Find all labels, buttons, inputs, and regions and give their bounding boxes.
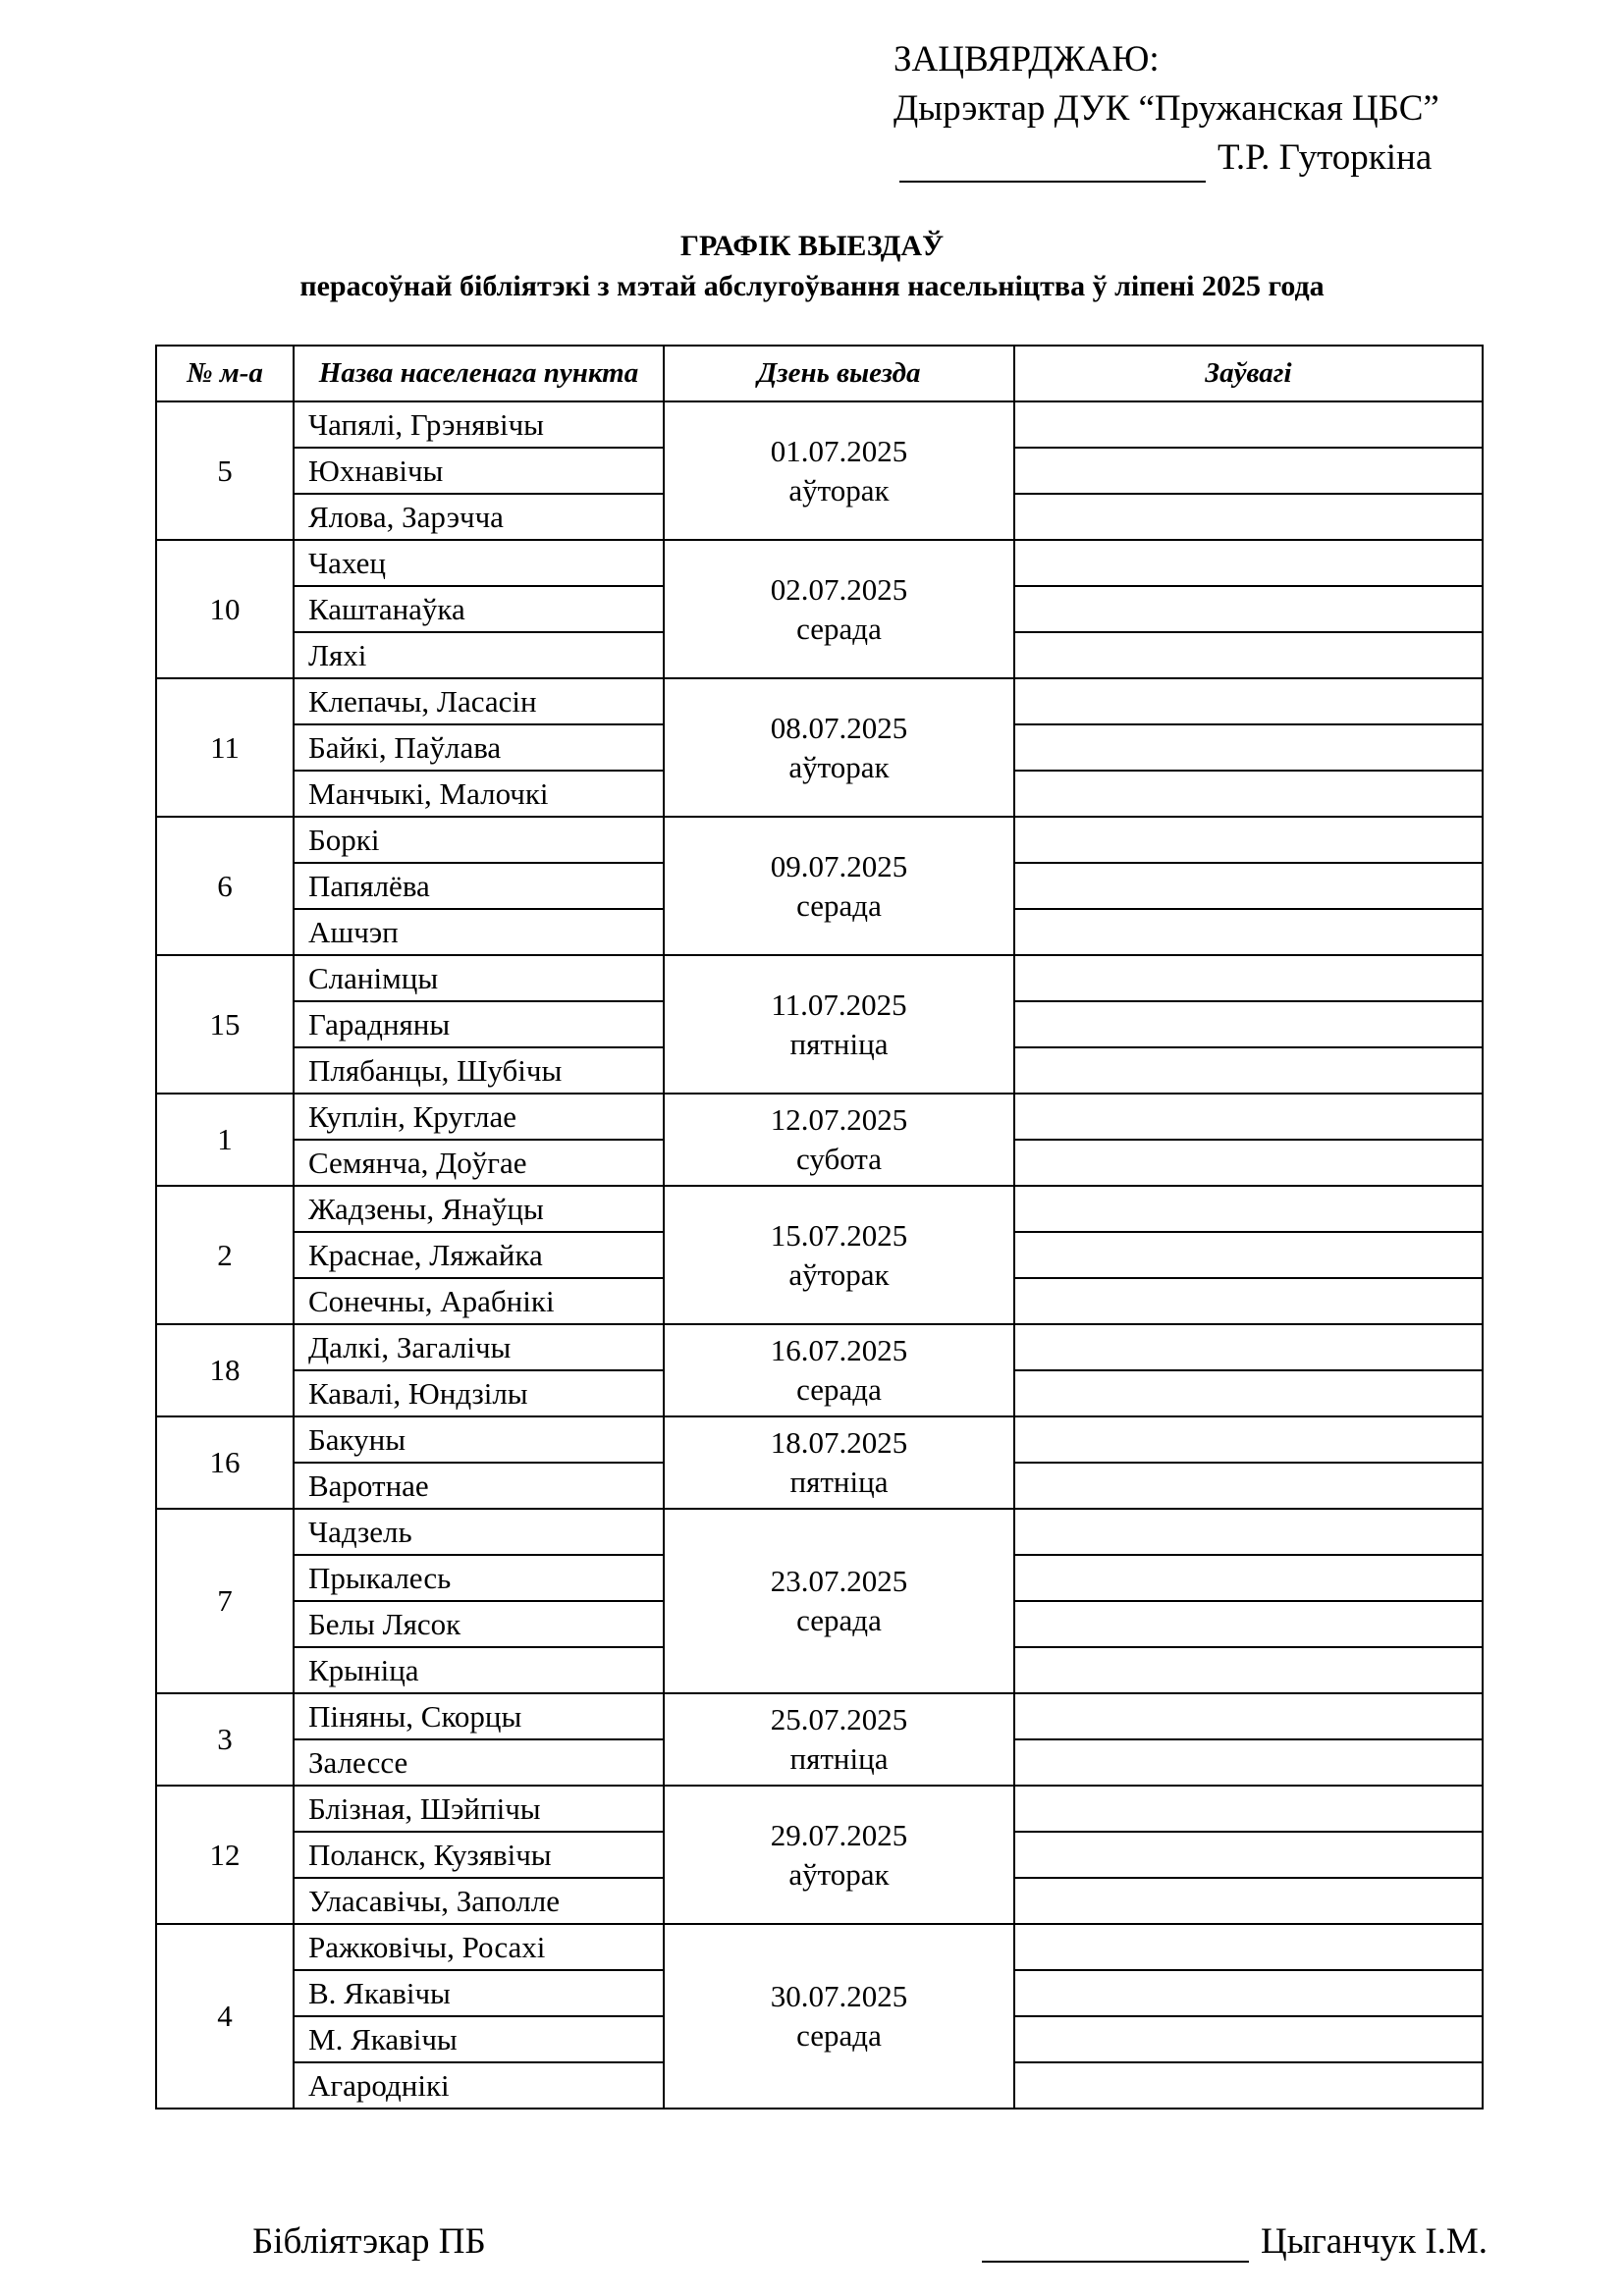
note-cell <box>1014 771 1483 817</box>
route-number: 1 <box>156 1094 294 1186</box>
visit-date: 02.07.2025 <box>770 571 908 607</box>
note-cell <box>1014 401 1483 448</box>
visit-weekday: пятніца <box>789 1465 889 1499</box>
place-name: Уласавічы, Заполле <box>294 1878 664 1924</box>
signature-line <box>899 143 1206 183</box>
place-name: Ражковічы, Росахі <box>294 1924 664 1970</box>
route-number: 12 <box>156 1786 294 1924</box>
place-name: Блізная, Шэйпічы <box>294 1786 664 1832</box>
visit-day <box>664 401 1014 540</box>
route-number: 11 <box>156 678 294 817</box>
visit-weekday: пятніца <box>789 1741 889 1776</box>
note-cell <box>1014 1601 1483 1647</box>
table-row <box>156 1094 1483 1140</box>
route-number: 16 <box>156 1416 294 1509</box>
visit-weekday: аўторак <box>788 749 890 784</box>
table-row <box>156 1924 1483 1970</box>
place-name: Прыкалесь <box>294 1555 664 1601</box>
route-number: 4 <box>156 1924 294 2109</box>
visit-weekday: серада <box>796 887 882 923</box>
note-cell <box>1014 1509 1483 1555</box>
visit-weekday: серада <box>796 1603 882 1637</box>
note-cell <box>1014 1555 1483 1601</box>
place-name: Далкі, Загалічы <box>294 1324 664 1370</box>
note-cell <box>1014 678 1483 724</box>
approval-block <box>893 35 1439 183</box>
place-name: Белы Лясок <box>294 1601 664 1647</box>
visit-date: 16.07.2025 <box>770 1333 908 1367</box>
approval-signatory: Т.Р. Гуторкіна <box>1218 137 1433 178</box>
note-cell <box>1014 955 1483 1001</box>
note-cell <box>1014 1001 1483 1047</box>
visit-day <box>664 1186 1014 1324</box>
place-name: Плябанцы, Шубічы <box>294 1047 664 1094</box>
approval-heading: ЗАЦВЯРДЖАЮ: <box>893 39 1160 80</box>
footer-signature <box>982 2220 1488 2263</box>
route-number: 10 <box>156 540 294 678</box>
place-name: Поланск, Кузявічы <box>294 1832 664 1878</box>
visit-day <box>664 678 1014 817</box>
note-cell <box>1014 1370 1483 1416</box>
place-name: Ялова, Зарэчча <box>294 494 664 540</box>
note-cell <box>1014 2062 1483 2109</box>
note-cell <box>1014 1463 1483 1509</box>
note-cell <box>1014 1094 1483 1140</box>
place-name: Куплін, Круглае <box>294 1094 664 1140</box>
place-name: Ашчэп <box>294 909 664 955</box>
place-name: Сланімцы <box>294 955 664 1001</box>
place-name: Юхнавічы <box>294 448 664 494</box>
place-name: Сонечны, Арабнікі <box>294 1278 664 1324</box>
visit-date: 01.07.2025 <box>770 433 908 468</box>
approval-signature-row <box>899 133 1439 183</box>
schedule-table <box>155 345 1484 2109</box>
place-name: Манчыкі, Малочкі <box>294 771 664 817</box>
note-cell <box>1014 863 1483 909</box>
table-row <box>156 1509 1483 1555</box>
visit-date: 25.07.2025 <box>770 1702 908 1736</box>
table-row <box>156 1693 1483 1739</box>
note-cell <box>1014 1786 1483 1832</box>
place-name: Бакуны <box>294 1416 664 1463</box>
place-name: Боркі <box>294 817 664 863</box>
route-number: 15 <box>156 955 294 1094</box>
note-cell <box>1014 632 1483 678</box>
visit-day <box>664 1416 1014 1509</box>
header-route: № м-а <box>156 346 294 401</box>
note-cell <box>1014 586 1483 632</box>
place-name: В. Якавічы <box>294 1970 664 2016</box>
route-number: 2 <box>156 1186 294 1324</box>
schedule-body <box>156 401 1483 2109</box>
note-cell <box>1014 724 1483 771</box>
place-name: Клепачы, Ласасін <box>294 678 664 724</box>
table-row <box>156 955 1483 1001</box>
table-row <box>156 1786 1483 1832</box>
table-row <box>156 1186 1483 1232</box>
visit-date: 08.07.2025 <box>770 710 908 745</box>
note-cell <box>1014 540 1483 586</box>
note-cell <box>1014 1186 1483 1232</box>
table-row <box>156 678 1483 724</box>
visit-date: 15.07.2025 <box>770 1217 908 1253</box>
place-name: М. Якавічы <box>294 2016 664 2062</box>
note-cell <box>1014 494 1483 540</box>
header-date: Дзень выезда <box>664 346 1014 401</box>
note-cell <box>1014 1047 1483 1094</box>
visit-weekday: пятніца <box>789 1026 889 1061</box>
note-cell <box>1014 2016 1483 2062</box>
place-name: Залессе <box>294 1739 664 1786</box>
place-name: Пiняны, Скорцы <box>294 1693 664 1739</box>
route-number: 18 <box>156 1324 294 1416</box>
place-name: Ляхі <box>294 632 664 678</box>
visit-weekday: серада <box>796 2018 882 2053</box>
note-cell <box>1014 1693 1483 1739</box>
visit-weekday: субота <box>796 1142 882 1176</box>
visit-date: 29.07.2025 <box>770 1817 908 1852</box>
table-row <box>156 1324 1483 1370</box>
note-cell <box>1014 1232 1483 1278</box>
visit-day <box>664 1786 1014 1924</box>
visit-day <box>664 540 1014 678</box>
note-cell <box>1014 1278 1483 1324</box>
visit-date: 23.07.2025 <box>770 1564 908 1598</box>
visit-weekday: аўторак <box>788 1856 890 1892</box>
place-name: Семянча, Доўгае <box>294 1140 664 1186</box>
visit-date: 12.07.2025 <box>770 1102 908 1137</box>
visit-date: 18.07.2025 <box>770 1425 908 1460</box>
note-cell <box>1014 1324 1483 1370</box>
place-name: Чадзель <box>294 1509 664 1555</box>
note-cell <box>1014 448 1483 494</box>
visit-day <box>664 1094 1014 1186</box>
note-cell <box>1014 1924 1483 1970</box>
visit-day <box>664 955 1014 1094</box>
table-header-row <box>156 346 1483 401</box>
footer-name: Цыганчук І.М. <box>1261 2221 1489 2262</box>
header-notes: Заўвагі <box>1014 346 1483 401</box>
note-cell <box>1014 1416 1483 1463</box>
place-name: Агароднікі <box>294 2062 664 2109</box>
route-number: 3 <box>156 1693 294 1786</box>
footer-role: Бібліятэкар ПБ <box>252 2221 486 2262</box>
note-cell <box>1014 1970 1483 2016</box>
place-name: Кавалі, Юндзілы <box>294 1370 664 1416</box>
visit-weekday: аўторак <box>788 1256 890 1292</box>
visit-day <box>664 1324 1014 1416</box>
table-row <box>156 817 1483 863</box>
document-title: ГРАФІК ВЫЕЗДАЎ <box>679 230 945 262</box>
place-name: Жадзены, Янаўцы <box>294 1186 664 1232</box>
visit-weekday: аўторак <box>788 472 890 507</box>
place-name: Краснае, Ляжайка <box>294 1232 664 1278</box>
route-number: 7 <box>156 1509 294 1693</box>
table-row <box>156 540 1483 586</box>
place-name: Чапялі, Грэнявічы <box>294 401 664 448</box>
visit-day <box>664 1693 1014 1786</box>
note-cell <box>1014 909 1483 955</box>
place-name: Крыніца <box>294 1647 664 1693</box>
signature-line <box>982 2223 1249 2263</box>
visit-date: 30.07.2025 <box>770 1979 908 2013</box>
visit-date: 09.07.2025 <box>770 848 908 883</box>
visit-weekday: серада <box>796 611 882 646</box>
visit-day <box>664 817 1014 955</box>
visit-weekday: серада <box>796 1372 882 1407</box>
note-cell <box>1014 1878 1483 1924</box>
table-row <box>156 401 1483 448</box>
document-subtitle: перасоўнай бібліятэкі з мэтай абслугоўвання насельніцтва ў ліпені 2025 года <box>299 270 1325 302</box>
header-place: Назва населенага пункта <box>294 346 664 401</box>
place-name: Чахец <box>294 540 664 586</box>
place-name: Папялёва <box>294 863 664 909</box>
place-name: Каштанаўка <box>294 586 664 632</box>
table-row <box>156 1416 1483 1463</box>
note-cell <box>1014 1140 1483 1186</box>
route-number: 5 <box>156 401 294 540</box>
note-cell <box>1014 1832 1483 1878</box>
note-cell <box>1014 817 1483 863</box>
note-cell <box>1014 1647 1483 1693</box>
place-name: Варотнае <box>294 1463 664 1509</box>
route-number: 6 <box>156 817 294 955</box>
note-cell <box>1014 1739 1483 1786</box>
place-name: Гарадняны <box>294 1001 664 1047</box>
visit-day <box>664 1924 1014 2109</box>
place-name: Байкі, Паўлава <box>294 724 664 771</box>
visit-day <box>664 1509 1014 1693</box>
approval-position: Дырэктар ДУК “Пружанская ЦБС” <box>893 88 1439 129</box>
visit-date: 11.07.2025 <box>771 987 907 1022</box>
